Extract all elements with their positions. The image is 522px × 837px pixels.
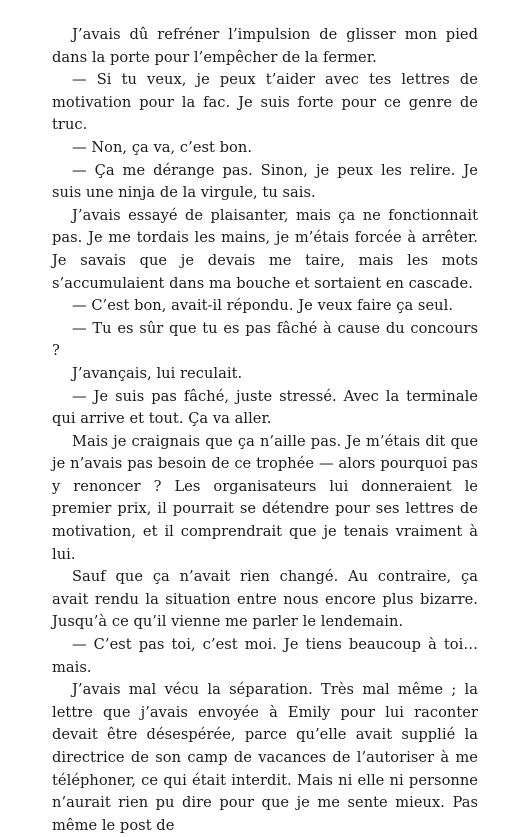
paragraph: J’avais mal vécu la séparation. Très mal même ; la lettre que j’avais envoyée à Emily pour lui raconter devait être désespérée, parce qu’elle avait supplié la directrice de son camp de vacances de l’autoriser à me téléphoner, ce qui était interdit. Mais ni elle ni personne n’aurait rien pu dire pour que je me sente mieux. Pas même le post de: [52, 681, 478, 834]
paragraph: J’avais essayé de plaisanter, mais ça ne fonctionnait pas. Je me tordais les mains, je m’étais forcée à arrêter. Je savais que je devais me taire, mais les mots s’accumulaient dans ma bouche et sortaient en cascade.: [52, 206, 478, 292]
paragraph: — Si tu veux, je peux t’aider avec tes lettres de motivation pour la fac. Je suis forte pour ce genre de truc.: [52, 71, 478, 134]
paragraph: Sauf que ça n’avait rien changé. Au contraire, ça avait rendu la situation entre nous encore plus bizarre. Jusqu’à ce qu’il vienne me parler le lendemain.: [52, 568, 478, 631]
paragraph: J’avais dû refréner l’impulsion de glisser mon pied dans la porte pour l’empêcher de la fermer.: [52, 26, 478, 66]
paragraph: — Je suis pas fâché, juste stressé. Avec la terminale qui arrive et tout. Ça va aller.: [52, 387, 478, 428]
paragraph: J’avançais, lui reculait.: [72, 364, 243, 382]
paragraph: — C’est pas toi, c’est moi. Je tiens beaucoup à toi… mais.: [52, 636, 478, 676]
paragraph: — Tu es sûr que tu es pas fâché à cause du concours ?: [52, 319, 478, 360]
page-text: [52, 24, 478, 837]
paragraph: — Non, ça va, c’est bon.: [72, 138, 253, 156]
paragraph: Mais je craignais que ça n’aille pas. Je m’étais dit que je n’avais pas besoin de ce trophée — alors pourquoi pas y renoncer ? Les organisateurs lui donneraient le premier prix, il pourrait se détendre pour ses lettres de motivation, et il comprendrait que je tenais vraiment à lui.: [52, 432, 478, 563]
paragraph: — Ça me dérange pas. Sinon, je peux les relire. Je suis une ninja de la virgule, tu sais.: [52, 161, 478, 202]
paragraph: — C’est bon, avait-il répondu. Je veux faire ça seul.: [72, 297, 454, 315]
